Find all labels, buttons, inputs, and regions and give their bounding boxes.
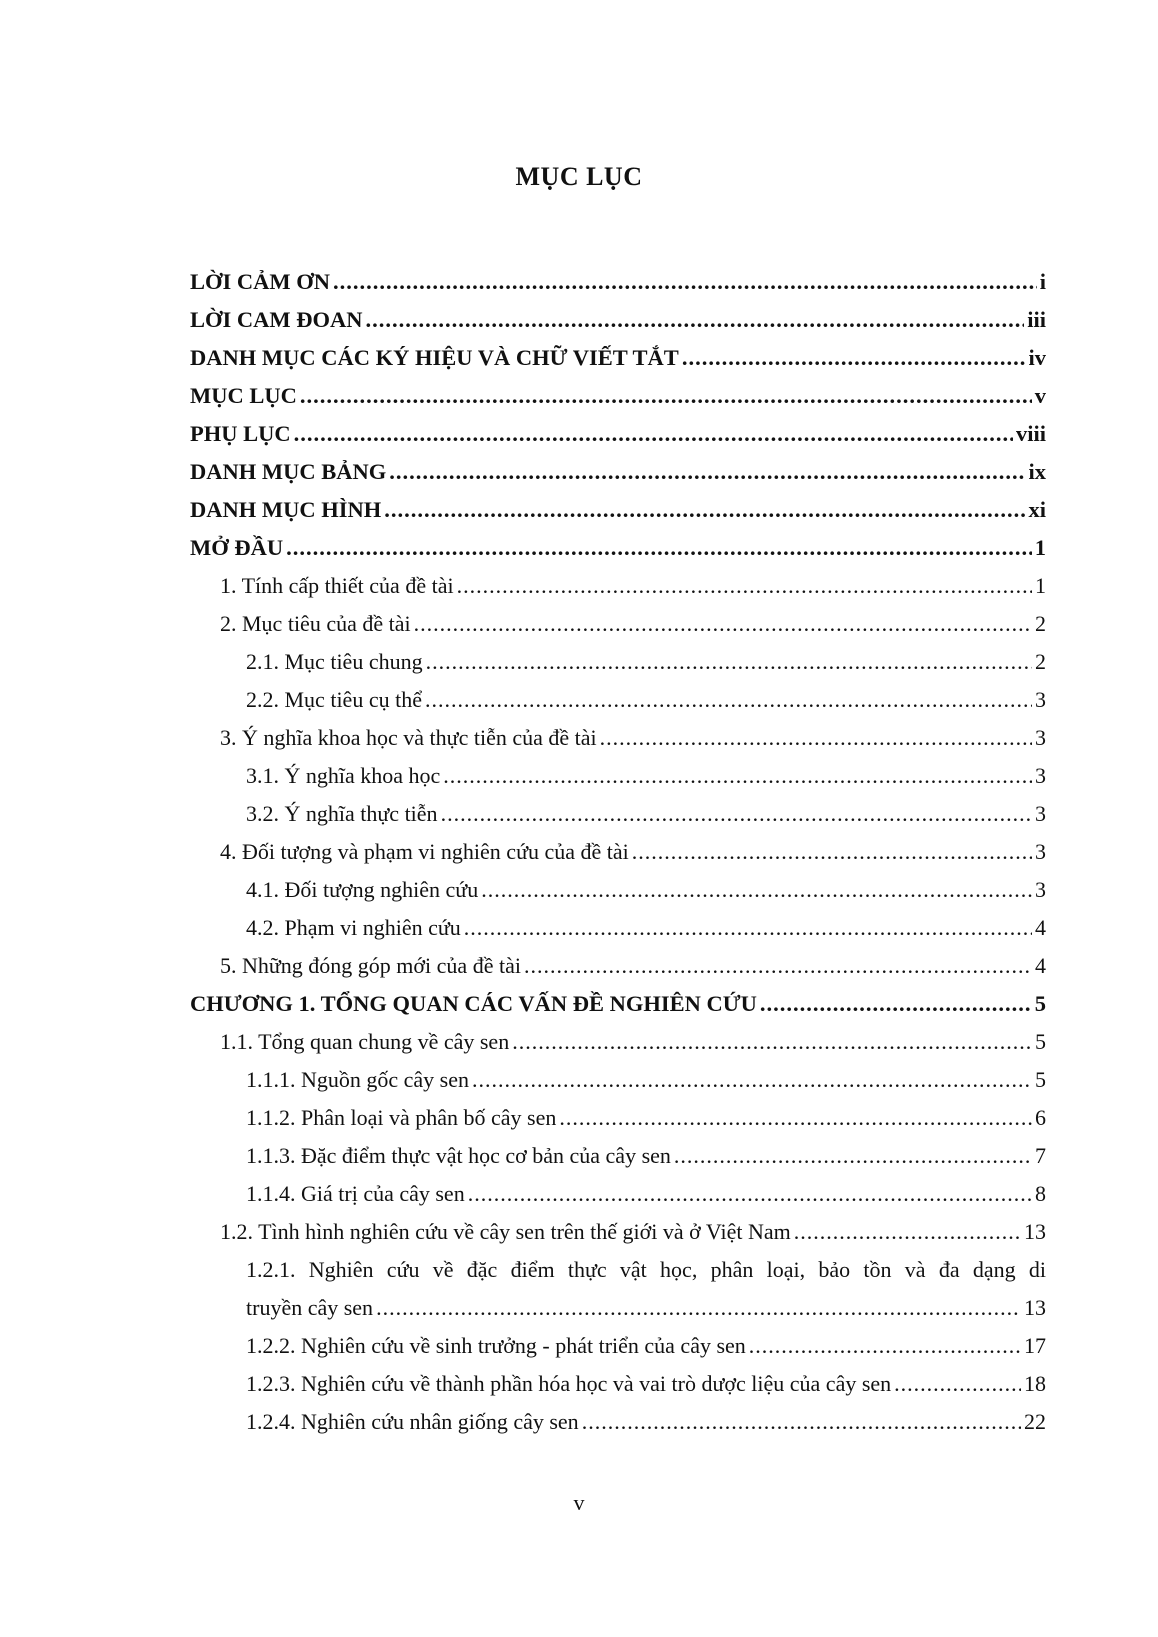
toc-entry-page: 13 — [1024, 1295, 1046, 1320]
toc-entry-page: 3 — [1035, 801, 1046, 826]
toc-entry-page: 6 — [1035, 1105, 1046, 1130]
dot-leader — [894, 1365, 1021, 1403]
page-number: v — [573, 1490, 585, 1515]
toc-entry-label: 1.1.3. Đặc điểm thực vật học cơ bản của cây sen — [246, 1143, 671, 1168]
toc-entry-page: 13 — [1024, 1219, 1046, 1244]
toc-entry-chuong-1[interactable] — [190, 985, 1046, 1023]
toc-entry-1-2-4[interactable] — [190, 1403, 1046, 1441]
toc-entry-label-line1: 1.2.1. Nghiên cứu về đặc điểm thực vật học, phân loại, bảo tồn và đa dạng di — [246, 1257, 1046, 1282]
dot-leader — [294, 415, 1013, 453]
toc-entry-1-2-1[interactable] — [190, 1251, 1046, 1327]
toc-entry-label: 2. Mục tiêu của đề tài — [220, 611, 411, 636]
toc-entry-1-1-1[interactable] — [190, 1061, 1046, 1099]
toc-entry-4[interactable] — [190, 833, 1046, 871]
toc-entry-label: 2.2. Mục tiêu cụ thể — [246, 687, 422, 712]
toc-entry-label: 1.1.1. Nguồn gốc cây sen — [246, 1067, 470, 1092]
toc-entry-page: 4 — [1035, 953, 1046, 978]
toc-entry-page: xi — [1028, 497, 1046, 522]
toc-entry-page: 18 — [1024, 1371, 1046, 1396]
dot-leader — [559, 1099, 1032, 1137]
dot-leader — [524, 947, 1032, 985]
dot-leader — [366, 301, 1025, 339]
dot-leader — [464, 909, 1032, 947]
toc-entry-page: 2 — [1035, 649, 1046, 674]
toc-entry-label: PHỤ LỤC — [190, 421, 291, 446]
toc-entry-label: MỞ ĐẦU — [190, 535, 284, 560]
toc-entry-danh-muc-bang[interactable] — [190, 453, 1046, 491]
dot-leader — [682, 339, 1026, 377]
toc-entry-page: 1 — [1034, 535, 1046, 560]
toc-entry-1-2[interactable] — [190, 1213, 1046, 1251]
toc-entry-1-1[interactable] — [190, 1023, 1046, 1061]
toc-entry-label: MỤC LỤC — [190, 383, 297, 408]
toc-entry-4-2[interactable] — [190, 909, 1046, 947]
table-of-contents — [190, 263, 1046, 1441]
toc-entry-label: 4.1. Đối tượng nghiên cứu — [246, 877, 479, 902]
toc-entry-page: 3 — [1035, 877, 1046, 902]
toc-entry-loi-cam-on[interactable] — [190, 263, 1046, 301]
toc-entry-label: DANH MỤC HÌNH — [190, 497, 382, 522]
dot-leader — [426, 643, 1032, 681]
dot-leader — [384, 491, 1025, 529]
dot-leader — [376, 1289, 1021, 1327]
toc-entry-page: 4 — [1035, 915, 1046, 940]
toc-entry-5[interactable] — [190, 947, 1046, 985]
toc-entry-page: ix — [1028, 459, 1046, 484]
toc-entry-page: 3 — [1035, 763, 1046, 788]
toc-entry-2[interactable] — [190, 605, 1046, 643]
dot-leader — [760, 985, 1032, 1023]
toc-entry-page: iv — [1028, 345, 1046, 370]
toc-entry-danh-muc-ky-hieu[interactable] — [190, 339, 1046, 377]
toc-entry-page: 3 — [1035, 687, 1046, 712]
toc-entry-danh-muc-hinh[interactable] — [190, 491, 1046, 529]
toc-entry-page: v — [1034, 383, 1046, 408]
toc-entry-label: 1.2.2. Nghiên cứu về sinh trưởng - phát triển của cây sen — [246, 1333, 746, 1358]
toc-entry-2-2[interactable] — [190, 681, 1046, 719]
toc-entry-label: 3. Ý nghĩa khoa học và thực tiễn của đề tài — [220, 725, 597, 750]
toc-entry-phu-luc[interactable] — [190, 415, 1046, 453]
dot-leader — [481, 871, 1032, 909]
dot-leader — [632, 833, 1032, 871]
toc-entry-1-1-2[interactable] — [190, 1099, 1046, 1137]
dot-leader — [414, 605, 1032, 643]
toc-entry-label: 1. Tính cấp thiết của đề tài — [220, 573, 454, 598]
toc-entry-label: 3.2. Ý nghĩa thực tiễn — [246, 801, 438, 826]
toc-entry-loi-cam-doan[interactable] — [190, 301, 1046, 339]
dot-leader — [749, 1327, 1021, 1365]
dot-leader — [286, 529, 1032, 567]
toc-entry-label: 2.1. Mục tiêu chung — [246, 649, 423, 674]
toc-entry-page: viii — [1015, 421, 1046, 446]
dot-leader — [472, 1061, 1032, 1099]
toc-entry-label: 4.2. Phạm vi nghiên cứu — [246, 915, 461, 940]
toc-entry-2-1[interactable] — [190, 643, 1046, 681]
toc-entry-label: 1.2.3. Nghiên cứu về thành phần hóa học và vai trò dược liệu của cây sen — [246, 1371, 892, 1396]
toc-entry-1-1-4[interactable] — [190, 1175, 1046, 1213]
toc-entry-mo-dau[interactable] — [190, 529, 1046, 567]
toc-entry-label: 1.1. Tổng quan chung về cây sen — [220, 1029, 510, 1054]
toc-entry-1[interactable] — [190, 567, 1046, 605]
dot-leader — [389, 453, 1025, 491]
toc-entry-1-2-2[interactable] — [190, 1327, 1046, 1365]
toc-entry-label: DANH MỤC BẢNG — [190, 459, 387, 484]
toc-entry-1-2-3[interactable] — [190, 1365, 1046, 1403]
toc-entry-page: 5 — [1035, 1067, 1046, 1092]
toc-entry-1-1-3[interactable] — [190, 1137, 1046, 1175]
toc-entry-label: 4. Đối tượng và phạm vi nghiên cứu của đề tài — [220, 839, 629, 864]
toc-entry-label: LỜI CẢM ƠN — [190, 269, 330, 294]
toc-entry-label: 1.2. Tình hình nghiên cứu về cây sen trên thế giới và ở Việt Nam — [220, 1219, 791, 1244]
toc-entry-4-1[interactable] — [190, 871, 1046, 909]
toc-entry-label: LỜI CAM ĐOAN — [190, 307, 363, 332]
dot-leader — [600, 719, 1032, 757]
toc-entry-page: 22 — [1024, 1409, 1046, 1434]
dot-leader — [425, 681, 1032, 719]
toc-entry-label: 1.2.4. Nghiên cứu nhân giống cây sen — [246, 1409, 579, 1434]
toc-entry-label: 1.1.2. Phân loại và phân bố cây sen — [246, 1105, 557, 1130]
toc-entry-label: 1.1.4. Giá trị của cây sen — [246, 1181, 465, 1206]
toc-entry-page: 7 — [1035, 1143, 1046, 1168]
toc-entry-page: i — [1039, 269, 1046, 294]
toc-entry-muc-luc[interactable] — [190, 377, 1046, 415]
dot-leader — [443, 757, 1032, 795]
dot-leader — [300, 377, 1032, 415]
toc-entry-page: 1 — [1035, 573, 1046, 598]
toc-entry-page: 5 — [1034, 991, 1046, 1016]
toc-entry-page: 17 — [1024, 1333, 1046, 1358]
dot-leader — [457, 567, 1032, 605]
toc-entry-label: DANH MỤC CÁC KÝ HIỆU VÀ CHỮ VIẾT TẮT — [190, 345, 679, 370]
toc-entry-page: 5 — [1035, 1029, 1046, 1054]
toc-entry-label: 5. Những đóng góp mới của đề tài — [220, 953, 521, 978]
toc-entry-label: CHƯƠNG 1. TỔNG QUAN CÁC VẤN ĐỀ NGHIÊN CỨU — [190, 991, 757, 1016]
toc-entry-3-2[interactable] — [190, 795, 1046, 833]
dot-leader — [512, 1023, 1032, 1061]
toc-entry-page: iii — [1027, 307, 1046, 332]
toc-entry-page: 8 — [1035, 1181, 1046, 1206]
toc-entry-page: 3 — [1035, 839, 1046, 864]
toc-entry-label: 3.1. Ý nghĩa khoa học — [246, 763, 441, 788]
dot-leader — [468, 1175, 1032, 1213]
toc-entry-3[interactable] — [190, 719, 1046, 757]
toc-entry-3-1[interactable] — [190, 757, 1046, 795]
dot-leader — [674, 1137, 1032, 1175]
dot-leader — [441, 795, 1032, 833]
toc-entry-page: 3 — [1035, 725, 1046, 750]
dot-leader — [333, 263, 1037, 301]
dot-leader — [794, 1213, 1021, 1251]
toc-title: MỤC LỤC — [515, 162, 643, 191]
toc-entry-label-line2: truyền cây sen — [246, 1295, 374, 1320]
dot-leader — [582, 1403, 1021, 1441]
toc-entry-page: 2 — [1035, 611, 1046, 636]
